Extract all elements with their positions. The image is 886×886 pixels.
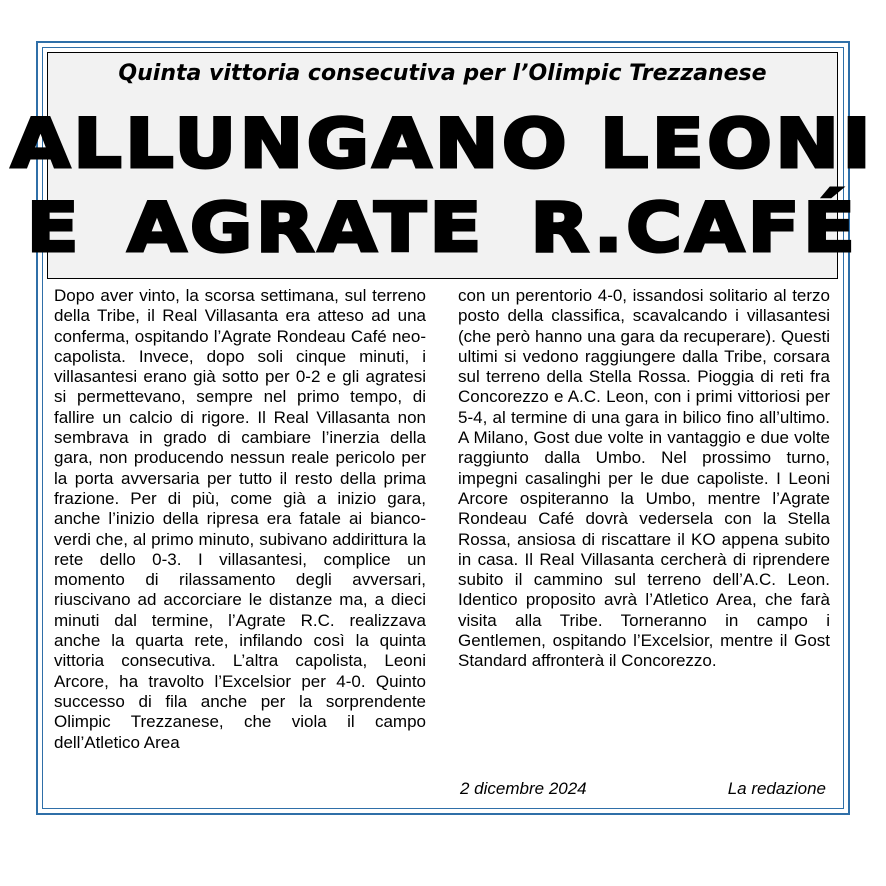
headline-line-1: ALLUNGANO LEONI [10,105,875,184]
headline-line-2: E AGRATE R.CAFÉ [26,189,859,268]
article-author: La redazione [727,779,826,798]
article-column-left: Dopo aver vinto, la scorsa settimana, sul terreno della Tribe, il Real Villasanta era atteso ad una conferma, ospitando l’Agrate Rondeau Café neo-capolista. Invece, dopo soli cinque minuti, i villasantesi erano già sotto per 0-2 e gli agratesi si permettevano, sempre nel primo tempo, di fallire un calcio di rigore. Il Real Villasanta non sembrava in grado di cambiare l’inerzia della gara, non producendo nessun reale pericolo per la porta avversaria per tutto il resto della prima frazione. Per di più, come già a inizio gara, anche l’inizio della ripresa era fatale ai bianco-verdi che, al primo minuto, subivano addirittura la rete dello 0-3. I villasantesi, complice un momento di rilassamento degli avversari, riuscivano ad accorciare le distanze ma, a dieci minuti dal termine, l’Agrate R.C. realizzava anche la quarta rete, infilando così la quinta vittoria consecutiva. L’altra capolista, Leoni Arcore, ha travolto l’Excelsior per 4-0. Quinto successo di fila anche per la sorprendente Olimpic Trezzanese, che viola il campo dell’Atletico Area [54,286,426,752]
article-column-right: con un perentorio 4-0, issandosi solitario al terzo posto della classifica, scavalcando i villasantesi (che però hanno una gara da recuperare). Questi ultimi si vedono raggiungere dalla Tribe, corsara sul terreno della Stella Rossa. Pioggia di reti fra Concorezzo e A.C. Leon, con i primi vittoriosi per 5-4, al termine di una gara in bilico fino all’ultimo. A Milano, Gost due volte in vantaggio e due volte raggiunto dalla Umbo. Nel prossimo turno, impegni casalinghi per le due capoliste. I Leoni Arcore ospiteranno la Umbo, mentre l’Agrate Rondeau Café dovrà vedersela con la Stella Rossa, ansiosa di riscattare il KO appena subito in casa. Il Real Villasanta cercherà di riprendere subito il cammino sul terreno dell’A.C. Leon. Identico proposito avrà l’Atletico Area, che farà visita alla Tribe. Torneranno in campo i Gentlemen, ospitando l’Excelsior, mentre il Gost Standard affronterà il Concorezzo. [458,286,830,671]
headline-box [10,52,875,279]
article-date: 2 dicembre 2024 [460,779,587,798]
article-kicker: Quinta vittoria consecutiva per l’Olimpic Trezzanese [118,61,767,86]
